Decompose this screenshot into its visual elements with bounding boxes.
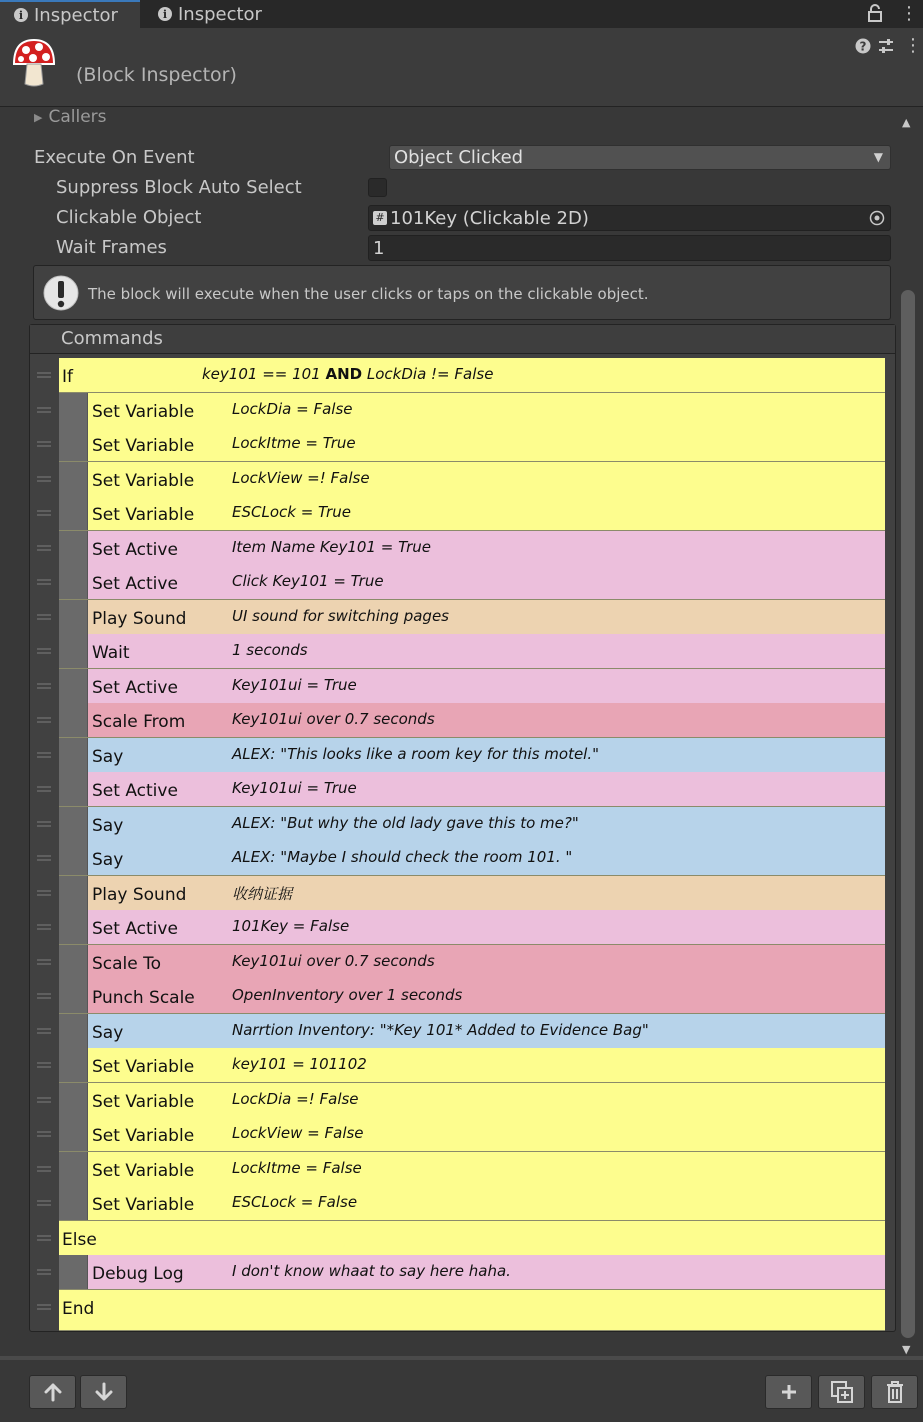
command-row[interactable] [59,462,885,497]
command-row[interactable] [59,531,885,566]
drag-handle-icon[interactable] [37,855,51,861]
preset-icon[interactable] [878,38,894,58]
drag-handle-icon[interactable] [37,924,51,930]
command-summary: Key101ui over 0.7 seconds [232,710,435,728]
wait-frames-label: Wait Frames [56,237,167,258]
drag-handle-icon[interactable] [37,372,51,378]
mushroom-icon [10,36,58,92]
command-row[interactable] [59,427,885,462]
indent-block [59,1186,88,1220]
command-name: Say [92,815,124,836]
object-picker-icon[interactable] [868,209,886,232]
scroll-up-arrow-icon[interactable]: ▲ [902,116,911,129]
drag-handle-icon[interactable] [37,1235,51,1241]
drag-handle-icon[interactable] [37,1097,51,1103]
indent-block [59,703,88,737]
duplicate-icon [830,1380,854,1404]
suppress-auto-select-label: Suppress Block Auto Select [56,177,302,198]
command-name: Set Variable [92,436,195,456]
drag-handle-icon[interactable] [37,1028,51,1034]
command-name: Set Active [92,919,178,939]
drag-handle-icon[interactable] [37,993,51,999]
delete-command-button[interactable] [871,1375,918,1409]
duplicate-command-button[interactable] [818,1375,865,1409]
indent-block [59,669,88,703]
lock-icon[interactable] [868,4,882,26]
tab-label: Inspector [34,4,118,26]
drag-handle-icon[interactable] [37,683,51,689]
command-row[interactable] [59,1014,885,1049]
help-text: The block will execute when the user clicks or taps on the clickable object. [88,285,649,303]
command-summary: UI sound for switching pages [232,606,449,625]
foldout-arrow-icon: ▶ [34,110,43,124]
command-row[interactable] [59,807,885,842]
execute-on-event-dropdown[interactable] [389,145,891,170]
command-summary: LockItme = True [232,434,356,452]
more-options-icon[interactable]: ⋮ [900,3,918,24]
clickable-object-field[interactable] [368,205,891,231]
drag-handle-icon[interactable] [37,407,51,413]
inspector-header [0,28,923,108]
command-row[interactable] [59,1186,885,1221]
command-name: Set Active [92,677,178,698]
command-name: Wait [92,643,130,663]
command-name: Else [62,1229,97,1250]
command-row[interactable] [59,738,885,773]
drag-handle-icon[interactable] [37,959,51,965]
command-summary: I don't know whaat to say here haha. [232,1262,511,1280]
info-icon: i [158,7,172,21]
command-name: Set Variable [92,1057,195,1077]
command-name: Say [92,1022,124,1043]
drag-handle-icon[interactable] [37,441,51,447]
command-row[interactable] [59,1083,885,1118]
command-summary: Item Name Key101 = True [232,537,431,556]
command-summary: key101 = 101102 [232,1055,367,1073]
command-name: Set Variable [92,1195,195,1215]
move-up-button[interactable] [29,1375,76,1409]
indent-block [59,531,88,565]
svg-text:?: ? [859,39,867,54]
indent-block [59,1083,88,1117]
command-row[interactable] [59,772,885,807]
command-name: Set Variable [92,1126,195,1146]
indent-block [59,1117,88,1151]
drag-handle-icon[interactable] [37,717,51,723]
indent-block [59,496,88,530]
indent-block [59,945,88,979]
drag-handle-icon[interactable] [37,579,51,585]
drag-handle-icon[interactable] [37,821,51,827]
command-name: Set Variable [92,505,195,525]
command-name: If [62,367,73,387]
indent-block [59,772,88,806]
command-summary: LockDia =! False [232,1089,359,1108]
command-name: Scale To [92,953,162,974]
drag-handle-icon[interactable] [37,1269,51,1275]
command-name: Set Variable [92,1160,195,1181]
command-row[interactable] [59,393,885,428]
command-summary: Key101ui = True [232,675,357,694]
command-name: Say [92,850,124,870]
command-summary: ESCLock = False [232,1193,358,1211]
command-summary: LockItme = False [232,1158,362,1177]
drag-handle-icon[interactable] [37,752,51,758]
indent-block [59,565,88,599]
help-icon[interactable] [855,38,871,58]
drag-handle-icon[interactable] [37,648,51,654]
command-summary: OpenInventory over 1 seconds [232,986,463,1004]
plus-icon [780,1383,798,1401]
indent-block [59,600,88,634]
context-menu-icon[interactable]: ⋮ [904,35,922,56]
drag-handle-icon[interactable] [37,786,51,792]
indent-block [59,738,88,772]
indent-block [59,1014,88,1048]
info-icon: i [14,8,28,22]
command-row[interactable] [59,634,885,669]
commands-header [30,325,895,354]
drag-handle-icon[interactable] [37,1304,51,1310]
add-command-button[interactable] [765,1375,812,1409]
command-summary: ALEX: "But why the old lady gave this to me?" [232,813,579,832]
command-row[interactable] [59,1152,885,1187]
block-inspector-title: (Block Inspector) [76,64,237,86]
drag-handle-icon[interactable] [37,1166,51,1172]
command-row[interactable] [59,1290,885,1331]
script-hash-icon: # [373,211,387,225]
indent-block [59,462,88,496]
command-name: Set Active [92,781,178,801]
scroll-down-arrow-icon[interactable]: ▼ [902,1343,911,1356]
scrollbar-thumb[interactable] [901,290,915,1338]
command-name: Set Variable [92,401,195,422]
indent-block [59,979,88,1013]
command-row[interactable] [59,1221,885,1256]
command-row[interactable] [59,1255,885,1290]
command-name: End [62,1298,95,1319]
commands-label: Commands [61,328,163,349]
tab-inspector-2[interactable] [158,0,308,28]
execute-on-event-label: Execute On Event [34,147,195,168]
indent-block [59,876,88,910]
command-summary: 收纳证据 [232,884,293,903]
command-summary: ALEX: "This looks like a room key for this motel." [232,744,600,763]
command-row[interactable] [59,703,885,738]
dropdown-value: Object Clicked [394,147,524,168]
drag-handle-icon[interactable] [37,1062,51,1068]
tab-inspector-1[interactable] [0,0,140,28]
command-row[interactable] [59,1048,885,1083]
command-name: Set Variable [92,470,195,491]
command-summary: Narrtion Inventory: "*Key 101* Added to Evidence Bag" [232,1020,649,1039]
command-summary: LockDia = False [232,399,353,418]
drag-handle-icon[interactable] [37,1131,51,1137]
command-row[interactable] [59,910,885,945]
indent-block [59,393,88,427]
callers-label: Callers [48,107,107,127]
drag-handle-icon[interactable] [37,1200,51,1206]
indent-block [59,634,88,668]
tab-bar [0,0,923,28]
drag-handle-icon[interactable] [37,476,51,482]
indent-block [59,1255,88,1289]
summary-part: AND [325,365,363,383]
indent-block [59,841,88,875]
move-down-button[interactable] [80,1375,127,1409]
command-row[interactable] [59,979,885,1014]
command-row[interactable] [59,496,885,531]
drag-handle-icon[interactable] [37,890,51,896]
summary-part: LockDia != False [362,365,494,383]
command-name: Play Sound [92,608,187,629]
warning-icon [42,273,80,317]
command-row[interactable] [59,358,885,393]
indent-block [59,807,88,841]
clickable-object-value: 101Key (Clickable 2D) [390,207,589,229]
command-row[interactable] [59,945,885,980]
indent-block [59,1152,88,1186]
callers-foldout[interactable] [34,107,107,127]
chevron-down-icon: ▼ [873,150,883,164]
drag-handle-icon[interactable] [37,545,51,551]
command-name: Play Sound [92,884,187,905]
arrow-up-icon [43,1382,63,1402]
indent-block [59,910,88,944]
command-row[interactable] [59,565,885,600]
command-row[interactable] [59,1117,885,1152]
command-summary: LockView = False [232,1124,364,1142]
command-name: Set Active [92,539,178,560]
command-name: Set Active [92,574,178,594]
drag-handle-icon[interactable] [37,510,51,516]
trash-icon [885,1380,905,1404]
command-row[interactable] [59,600,885,635]
command-summary: ALEX: "Maybe I should check the room 101. " [232,848,573,866]
command-summary: 101Key = False [232,917,350,935]
command-summary: 1 seconds [232,641,308,659]
arrow-down-icon [94,1382,114,1402]
command-row[interactable] [59,669,885,704]
command-summary [202,365,493,383]
command-name: Debug Log [92,1264,184,1284]
indent-block [59,427,88,461]
command-name: Set Variable [92,1091,195,1112]
command-name: Say [92,746,124,767]
command-summary: Key101ui = True [232,779,357,797]
command-name: Punch Scale [92,988,195,1008]
command-row[interactable] [59,841,885,876]
summary-part: key101 == 101 [202,365,326,383]
wait-frames-input[interactable]: 1 [368,235,891,261]
command-summary: ESCLock = True [232,503,351,521]
help-box [33,265,891,320]
tab-label: Inspector [178,3,262,25]
drag-handle-icon[interactable] [37,614,51,620]
indent-block [59,1048,88,1082]
command-summary: Key101ui over 0.7 seconds [232,951,435,970]
clickable-object-label: Clickable Object [56,207,202,228]
command-row[interactable] [59,876,885,911]
suppress-auto-select-checkbox[interactable] [368,178,387,197]
command-summary: Click Key101 = True [232,572,384,590]
command-summary: LockView =! False [232,468,370,487]
command-name: Scale From [92,712,186,732]
